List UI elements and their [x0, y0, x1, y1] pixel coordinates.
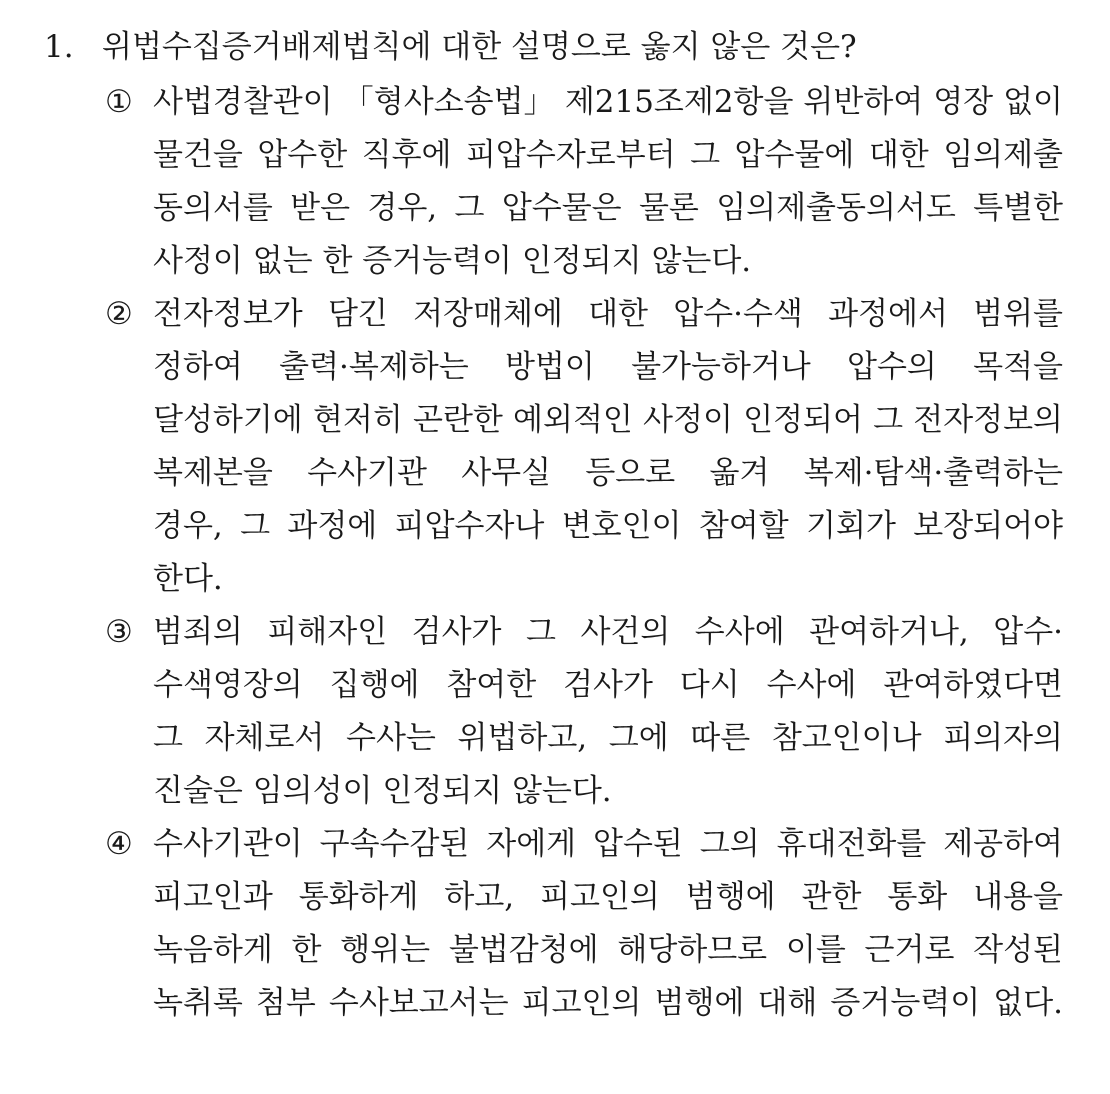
- choice-line: 진술은 임의성이 인정되지 않는다.: [153, 773, 612, 809]
- choice-line: 수사기관이 구속수감된 자에게 압수된 그의 휴대전화를 제공하여: [153, 826, 1063, 862]
- choice-line: 전자정보가 담긴 저장매체에 대한 압수·수색 과정에서 범위를: [153, 296, 1063, 332]
- choice-line: 녹음하게 한 행위는 불법감청에 해당하므로 이를 근거로 작성된: [153, 932, 1063, 968]
- choice-line: 정하여 출력·복제하는 방법이 불가능하거나 압수의 목적을: [153, 349, 1063, 385]
- choice-line: 달성하기에 현저히 곤란한 예외적인 사정이 인정되어 그 전자정보의: [153, 402, 1063, 438]
- choice-1[interactable]: [105, 76, 1065, 288]
- choice-marker: ③: [105, 614, 133, 650]
- choice-text: [153, 606, 1063, 818]
- choice-line: 녹취록 첨부 수사보고서는 피고인의 범행에 대해 증거능력이 없다.: [153, 985, 1063, 1021]
- choice-marker: ②: [105, 296, 133, 332]
- choice-4[interactable]: [105, 818, 1065, 1030]
- choice-line: 물건을 압수한 직후에 피압수자로부터 그 압수물에 대한 임의제출: [153, 137, 1063, 173]
- question-number: 1.: [44, 29, 74, 65]
- question-header: [0, 22, 1110, 74]
- choice-line: 피고인과 통화하게 하고, 피고인의 범행에 관한 통화 내용을: [153, 879, 1063, 915]
- choice-marker: ④: [105, 826, 133, 862]
- choice-line: 사법경찰관이 「형사소송법」 제215조제2항을 위반하여 영장 없이: [153, 84, 1063, 120]
- choice-text: [153, 76, 1063, 288]
- choice-list: [0, 76, 1110, 1030]
- choice-text: [153, 818, 1063, 1030]
- choice-text: [153, 288, 1063, 606]
- choice-line: 사정이 없는 한 증거능력이 인정되지 않는다.: [153, 243, 752, 279]
- choice-line: 경우, 그 과정에 피압수자나 변호인이 참여할 기회가 보장되어야: [153, 508, 1063, 544]
- choice-line: 수색영장의 집행에 참여한 검사가 다시 수사에 관여하였다면: [153, 667, 1063, 703]
- choice-2[interactable]: [105, 288, 1065, 606]
- choice-line: 범죄의 피해자인 검사가 그 사건의 수사에 관여하거나, 압수·: [153, 614, 1063, 650]
- choice-line: 한다.: [153, 561, 223, 597]
- choice-line: 그 자체로서 수사는 위법하고, 그에 따른 참고인이나 피의자의: [153, 720, 1063, 756]
- choice-line: 복제본을 수사기관 사무실 등으로 옮겨 복제·탐색·출력하는: [153, 455, 1063, 491]
- choice-3[interactable]: [105, 606, 1065, 818]
- question-1: [0, 22, 1110, 1030]
- choice-line: 동의서를 받은 경우, 그 압수물은 물론 임의제출동의서도 특별한: [153, 190, 1063, 226]
- choice-marker: ①: [105, 84, 133, 120]
- question-stem: 위법수집증거배제법칙에 대한 설명으로 옳지 않은 것은?: [102, 29, 857, 65]
